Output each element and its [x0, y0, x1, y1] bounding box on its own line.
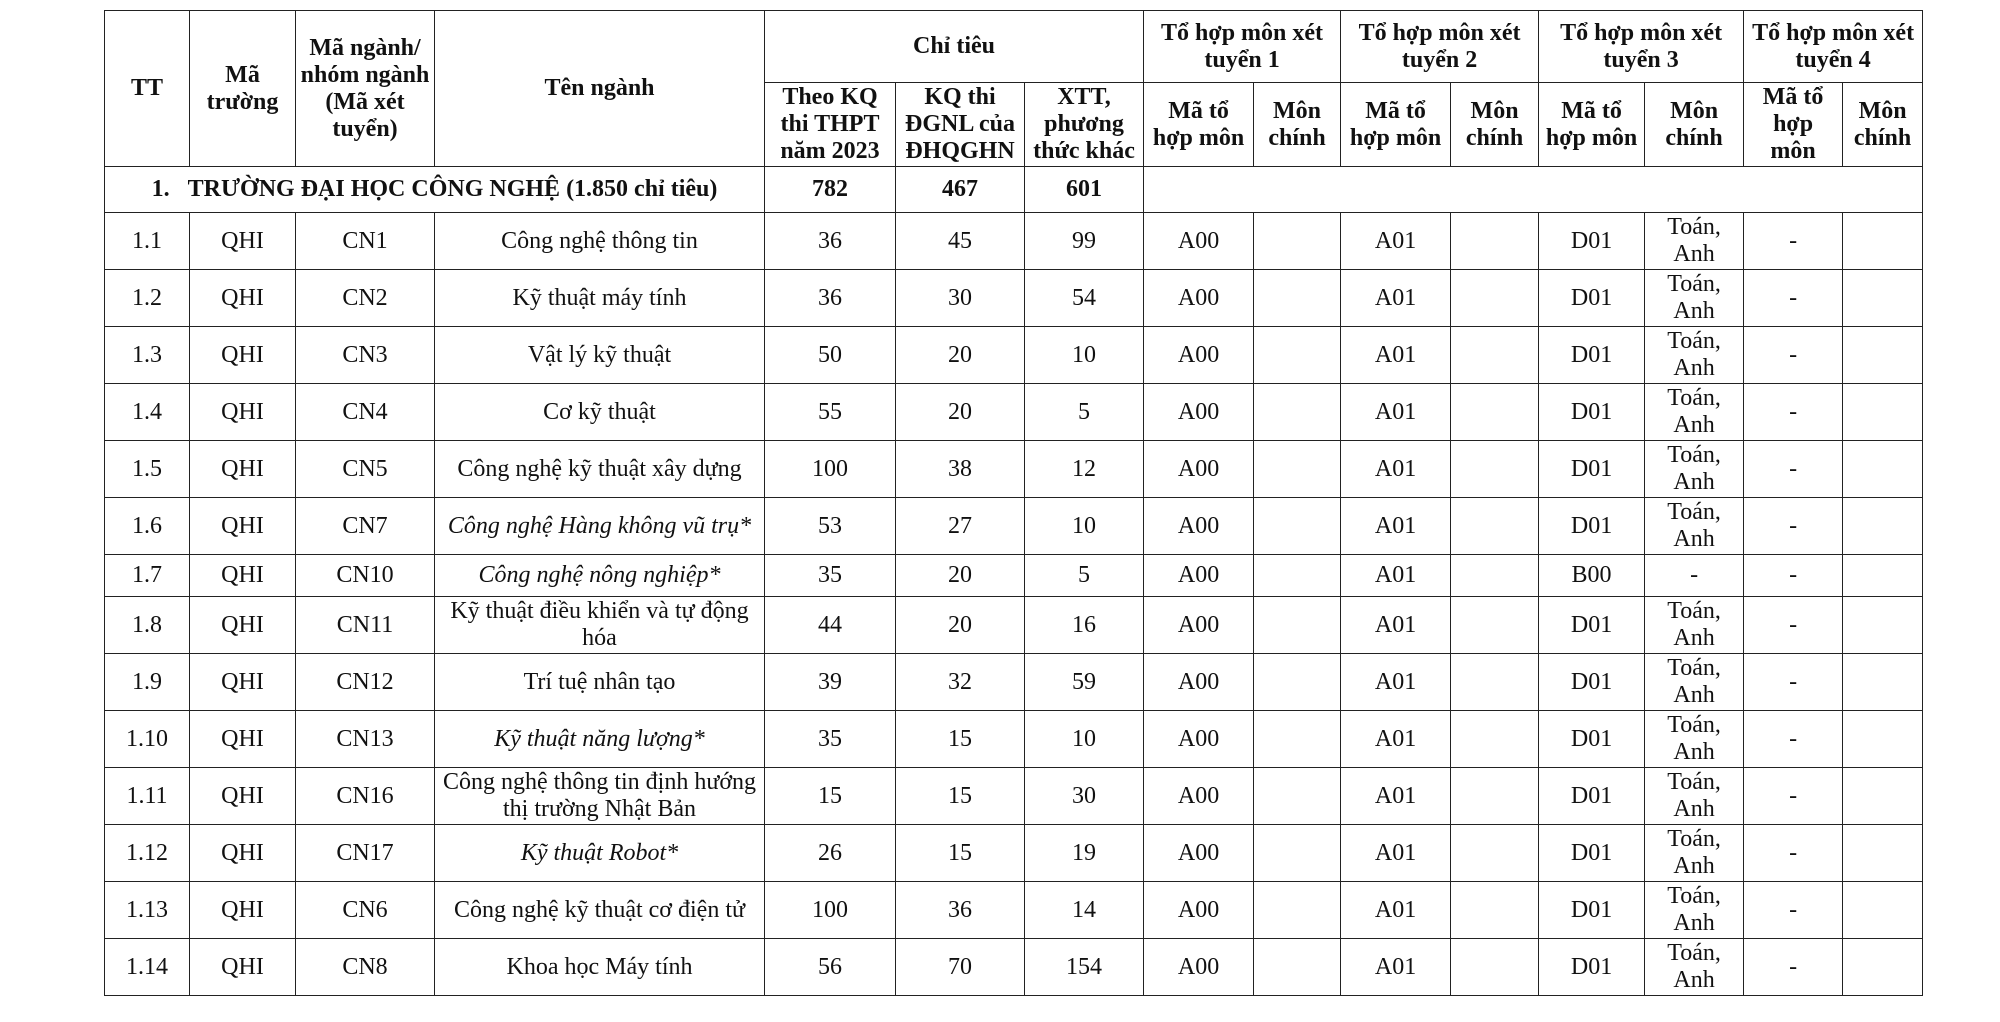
combo-4-code-cell: -: [1744, 213, 1843, 270]
combo-4-main-cell: [1843, 882, 1923, 939]
major-code-cell: CN12: [296, 654, 435, 711]
combo-3-code-cell: D01: [1539, 498, 1645, 555]
combo-4-code-cell: -: [1744, 711, 1843, 768]
combo-2-main-cell: [1451, 270, 1539, 327]
combo-4-code-cell: -: [1744, 498, 1843, 555]
tt-cell: 1.8: [105, 597, 190, 654]
combo-4-main-cell: [1843, 597, 1923, 654]
combo-2-main-cell: [1451, 327, 1539, 384]
combo-1-main-cell: [1254, 882, 1341, 939]
combo-2-code-cell: A01: [1341, 825, 1451, 882]
major-code-cell: CN5: [296, 441, 435, 498]
major-code-cell: CN10: [296, 555, 435, 597]
quota-thpt-cell: 26: [765, 825, 896, 882]
combo-2-code-cell: A01: [1341, 882, 1451, 939]
tt-cell: 1.11: [105, 768, 190, 825]
header-major-code: Mã ngành/ nhóm ngành (Mã xét tuyển): [296, 11, 435, 167]
major-name-cell: Cơ kỹ thuật: [435, 384, 765, 441]
header-school-code: Mã trường: [190, 11, 296, 167]
major-code-cell: CN1: [296, 213, 435, 270]
combo-2-code-cell: A01: [1341, 597, 1451, 654]
major-code-cell: CN2: [296, 270, 435, 327]
combo-3-main-cell: Toán, Anh: [1645, 384, 1744, 441]
header-quota-dgnl: KQ thi ĐGNL của ĐHQGHN: [896, 83, 1025, 167]
quota-thpt-cell: 36: [765, 213, 896, 270]
tt-cell: 1.1: [105, 213, 190, 270]
tt-cell: 1.12: [105, 825, 190, 882]
combo-2-code-cell: A01: [1341, 711, 1451, 768]
major-code-cell: CN7: [296, 498, 435, 555]
combo-4-main-cell: [1843, 498, 1923, 555]
tt-cell: 1.14: [105, 939, 190, 996]
combo-3-main-cell: Toán, Anh: [1645, 825, 1744, 882]
admissions-table: [104, 10, 1923, 996]
combo-2-code-cell: A01: [1341, 555, 1451, 597]
school-row-empty: [1144, 167, 1923, 213]
header-combo-3-code: Mã tổ hợp môn: [1539, 83, 1645, 167]
combo-2-main-cell: [1451, 597, 1539, 654]
quota-xtt-cell: 16: [1025, 597, 1144, 654]
combo-4-main-cell: [1843, 768, 1923, 825]
combo-4-main-cell: [1843, 441, 1923, 498]
quota-dgnl-cell: 15: [896, 825, 1025, 882]
combo-2-code-cell: A01: [1341, 213, 1451, 270]
combo-4-main-cell: [1843, 939, 1923, 996]
quota-xtt-cell: 19: [1025, 825, 1144, 882]
school-quota-dgnl: 467: [896, 167, 1025, 213]
quota-thpt-cell: 53: [765, 498, 896, 555]
quota-xtt-cell: 99: [1025, 213, 1144, 270]
school-code-cell: QHI: [190, 597, 296, 654]
quota-dgnl-cell: 45: [896, 213, 1025, 270]
table-row: [105, 939, 1923, 996]
header-quota-thpt: Theo KQ thi THPT năm 2023: [765, 83, 896, 167]
combo-3-main-cell: Toán, Anh: [1645, 768, 1744, 825]
header-quota: Chỉ tiêu: [765, 11, 1144, 83]
combo-2-main-cell: [1451, 825, 1539, 882]
combo-2-code-cell: A01: [1341, 327, 1451, 384]
school-quota-xtt: 601: [1025, 167, 1144, 213]
quota-thpt-cell: 35: [765, 555, 896, 597]
quota-xtt-cell: 154: [1025, 939, 1144, 996]
table-row: [105, 555, 1923, 597]
combo-1-code-cell: A00: [1144, 498, 1254, 555]
major-name-cell: Công nghệ nông nghiệp*: [435, 555, 765, 597]
table-row: [105, 327, 1923, 384]
school-code-cell: QHI: [190, 654, 296, 711]
combo-3-code-cell: D01: [1539, 768, 1645, 825]
header-combo-1-code: Mã tổ hợp môn: [1144, 83, 1254, 167]
combo-3-code-cell: D01: [1539, 384, 1645, 441]
header-combo-3: Tổ hợp môn xét tuyển 3: [1539, 11, 1744, 83]
header-combo-1-main: Môn chính: [1254, 83, 1341, 167]
combo-4-code-cell: -: [1744, 597, 1843, 654]
combo-1-main-cell: [1254, 597, 1341, 654]
combo-4-main-cell: [1843, 825, 1923, 882]
combo-3-main-cell: Toán, Anh: [1645, 441, 1744, 498]
combo-4-main-cell: [1843, 555, 1923, 597]
quota-thpt-cell: 100: [765, 882, 896, 939]
combo-4-code-cell: -: [1744, 384, 1843, 441]
major-code-cell: CN16: [296, 768, 435, 825]
combo-2-code-cell: A01: [1341, 939, 1451, 996]
quota-xtt-cell: 10: [1025, 327, 1144, 384]
combo-1-code-cell: A00: [1144, 882, 1254, 939]
table-body: [105, 167, 1923, 996]
tt-cell: 1.7: [105, 555, 190, 597]
combo-1-main-cell: [1254, 270, 1341, 327]
combo-1-code-cell: A00: [1144, 270, 1254, 327]
quota-xtt-cell: 54: [1025, 270, 1144, 327]
quota-dgnl-cell: 20: [896, 555, 1025, 597]
combo-2-main-cell: [1451, 654, 1539, 711]
quota-xtt-cell: 5: [1025, 555, 1144, 597]
header-combo-3-main: Môn chính: [1645, 83, 1744, 167]
table-row: [105, 270, 1923, 327]
combo-1-code-cell: A00: [1144, 327, 1254, 384]
table-row: [105, 654, 1923, 711]
combo-4-code-cell: -: [1744, 882, 1843, 939]
combo-3-main-cell: Toán, Anh: [1645, 270, 1744, 327]
combo-2-main-cell: [1451, 939, 1539, 996]
table-row: [105, 711, 1923, 768]
combo-4-main-cell: [1843, 270, 1923, 327]
quota-dgnl-cell: 27: [896, 498, 1025, 555]
school-title-cell: [105, 167, 765, 213]
combo-1-main-cell: [1254, 213, 1341, 270]
combo-2-main-cell: [1451, 882, 1539, 939]
major-code-cell: CN6: [296, 882, 435, 939]
combo-3-main-cell: Toán, Anh: [1645, 597, 1744, 654]
combo-3-main-cell: Toán, Anh: [1645, 498, 1744, 555]
major-name-cell: Kỹ thuật năng lượng*: [435, 711, 765, 768]
table-row: [105, 384, 1923, 441]
header-combo-2-main: Môn chính: [1451, 83, 1539, 167]
combo-1-code-cell: A00: [1144, 768, 1254, 825]
combo-2-code-cell: A01: [1341, 384, 1451, 441]
combo-4-code-cell: -: [1744, 270, 1843, 327]
tt-cell: 1.9: [105, 654, 190, 711]
tt-cell: 1.10: [105, 711, 190, 768]
combo-2-code-cell: A01: [1341, 270, 1451, 327]
combo-2-code-cell: A01: [1341, 498, 1451, 555]
school-title: TRƯỜNG ĐẠI HỌC CÔNG NGHỆ (1.850 chỉ tiêu): [187, 176, 718, 202]
combo-3-main-cell: Toán, Anh: [1645, 654, 1744, 711]
tt-cell: 1.3: [105, 327, 190, 384]
major-name-cell: Trí tuệ nhân tạo: [435, 654, 765, 711]
combo-4-main-cell: [1843, 711, 1923, 768]
combo-1-code-cell: A00: [1144, 939, 1254, 996]
combo-1-main-cell: [1254, 327, 1341, 384]
combo-3-main-cell: -: [1645, 555, 1744, 597]
combo-4-code-cell: -: [1744, 327, 1843, 384]
combo-3-code-cell: D01: [1539, 597, 1645, 654]
quota-xtt-cell: 14: [1025, 882, 1144, 939]
quota-thpt-cell: 36: [765, 270, 896, 327]
quota-thpt-cell: 50: [765, 327, 896, 384]
school-code-cell: QHI: [190, 213, 296, 270]
combo-2-main-cell: [1451, 768, 1539, 825]
combo-3-main-cell: Toán, Anh: [1645, 882, 1744, 939]
quota-dgnl-cell: 20: [896, 597, 1025, 654]
major-name-cell: Công nghệ kỹ thuật cơ điện tử: [435, 882, 765, 939]
major-name-cell: Kỹ thuật điều khiển và tự động hóa: [435, 597, 765, 654]
school-code-cell: QHI: [190, 327, 296, 384]
combo-2-code-cell: A01: [1341, 768, 1451, 825]
quota-xtt-cell: 30: [1025, 768, 1144, 825]
combo-4-code-cell: -: [1744, 654, 1843, 711]
table-row: [105, 213, 1923, 270]
table-row: [105, 825, 1923, 882]
quota-xtt-cell: 10: [1025, 711, 1144, 768]
header-combo-4: Tổ hợp môn xét tuyển 4: [1744, 11, 1923, 83]
major-name-cell: Công nghệ thông tin định hướng thị trường Nhật Bản: [435, 768, 765, 825]
combo-1-code-cell: A00: [1144, 825, 1254, 882]
combo-1-main-cell: [1254, 711, 1341, 768]
combo-1-code-cell: A00: [1144, 213, 1254, 270]
quota-thpt-cell: 35: [765, 711, 896, 768]
school-number: 1.: [151, 176, 170, 202]
combo-3-code-cell: D01: [1539, 939, 1645, 996]
tt-cell: 1.4: [105, 384, 190, 441]
combo-3-code-cell: B00: [1539, 555, 1645, 597]
table-row: [105, 768, 1923, 825]
header-combo-4-code: Mã tổ hợp môn: [1744, 83, 1843, 167]
major-name-cell: Khoa học Máy tính: [435, 939, 765, 996]
school-code-cell: QHI: [190, 768, 296, 825]
tt-cell: 1.6: [105, 498, 190, 555]
school-quota-thpt: 782: [765, 167, 896, 213]
quota-dgnl-cell: 15: [896, 768, 1025, 825]
quota-xtt-cell: 10: [1025, 498, 1144, 555]
combo-4-code-cell: -: [1744, 939, 1843, 996]
combo-3-main-cell: Toán, Anh: [1645, 711, 1744, 768]
tt-cell: 1.13: [105, 882, 190, 939]
combo-1-code-cell: A00: [1144, 711, 1254, 768]
header-combo-2: Tổ hợp môn xét tuyển 2: [1341, 11, 1539, 83]
combo-3-code-cell: D01: [1539, 270, 1645, 327]
school-code-cell: QHI: [190, 882, 296, 939]
combo-2-main-cell: [1451, 384, 1539, 441]
combo-1-code-cell: A00: [1144, 597, 1254, 654]
table-header: [105, 11, 1923, 167]
combo-4-code-cell: -: [1744, 768, 1843, 825]
quota-xtt-cell: 12: [1025, 441, 1144, 498]
quota-dgnl-cell: 32: [896, 654, 1025, 711]
school-code-cell: QHI: [190, 825, 296, 882]
combo-1-main-cell: [1254, 384, 1341, 441]
major-name-cell: Kỹ thuật Robot*: [435, 825, 765, 882]
combo-2-code-cell: A01: [1341, 654, 1451, 711]
school-code-cell: QHI: [190, 939, 296, 996]
combo-1-code-cell: A00: [1144, 441, 1254, 498]
major-code-cell: CN4: [296, 384, 435, 441]
combo-4-main-cell: [1843, 327, 1923, 384]
combo-4-main-cell: [1843, 654, 1923, 711]
school-code-cell: QHI: [190, 441, 296, 498]
table-row: [105, 597, 1923, 654]
major-code-cell: CN13: [296, 711, 435, 768]
table-row: [105, 882, 1923, 939]
combo-3-code-cell: D01: [1539, 327, 1645, 384]
combo-1-main-cell: [1254, 825, 1341, 882]
combo-3-code-cell: D01: [1539, 441, 1645, 498]
quota-thpt-cell: 56: [765, 939, 896, 996]
combo-4-code-cell: -: [1744, 825, 1843, 882]
combo-4-main-cell: [1843, 384, 1923, 441]
combo-3-code-cell: D01: [1539, 213, 1645, 270]
school-code-cell: QHI: [190, 555, 296, 597]
school-code-cell: QHI: [190, 498, 296, 555]
major-name-cell: Kỹ thuật máy tính: [435, 270, 765, 327]
combo-2-main-cell: [1451, 498, 1539, 555]
major-name-cell: Công nghệ thông tin: [435, 213, 765, 270]
header-combo-1: Tổ hợp môn xét tuyển 1: [1144, 11, 1341, 83]
combo-1-code-cell: A00: [1144, 654, 1254, 711]
combo-4-code-cell: -: [1744, 441, 1843, 498]
combo-1-main-cell: [1254, 939, 1341, 996]
quota-dgnl-cell: 70: [896, 939, 1025, 996]
combo-1-code-cell: A00: [1144, 555, 1254, 597]
combo-4-main-cell: [1843, 213, 1923, 270]
header-quota-xtt: XTT, phương thức khác: [1025, 83, 1144, 167]
quota-dgnl-cell: 38: [896, 441, 1025, 498]
quota-xtt-cell: 5: [1025, 384, 1144, 441]
school-code-cell: QHI: [190, 711, 296, 768]
combo-3-code-cell: D01: [1539, 654, 1645, 711]
quota-dgnl-cell: 20: [896, 327, 1025, 384]
combo-3-main-cell: Toán, Anh: [1645, 327, 1744, 384]
tt-cell: 1.2: [105, 270, 190, 327]
quota-dgnl-cell: 20: [896, 384, 1025, 441]
header-combo-2-code: Mã tổ hợp môn: [1341, 83, 1451, 167]
header-combo-4-main: Môn chính: [1843, 83, 1923, 167]
combo-3-main-cell: Toán, Anh: [1645, 213, 1744, 270]
header-tt: TT: [105, 11, 190, 167]
combo-3-main-cell: Toán, Anh: [1645, 939, 1744, 996]
school-row: [105, 167, 1923, 213]
quota-dgnl-cell: 36: [896, 882, 1025, 939]
combo-1-main-cell: [1254, 654, 1341, 711]
combo-2-main-cell: [1451, 555, 1539, 597]
combo-2-main-cell: [1451, 213, 1539, 270]
major-name-cell: Vật lý kỹ thuật: [435, 327, 765, 384]
major-code-cell: CN3: [296, 327, 435, 384]
combo-2-main-cell: [1451, 711, 1539, 768]
combo-1-code-cell: A00: [1144, 384, 1254, 441]
quota-thpt-cell: 100: [765, 441, 896, 498]
combo-2-code-cell: A01: [1341, 441, 1451, 498]
major-code-cell: CN8: [296, 939, 435, 996]
combo-3-code-cell: D01: [1539, 882, 1645, 939]
combo-1-main-cell: [1254, 768, 1341, 825]
major-code-cell: CN11: [296, 597, 435, 654]
major-name-cell: Công nghệ Hàng không vũ trụ*: [435, 498, 765, 555]
school-code-cell: QHI: [190, 384, 296, 441]
major-code-cell: CN17: [296, 825, 435, 882]
table-row: [105, 498, 1923, 555]
combo-1-main-cell: [1254, 441, 1341, 498]
quota-xtt-cell: 59: [1025, 654, 1144, 711]
combo-2-main-cell: [1451, 441, 1539, 498]
quota-dgnl-cell: 30: [896, 270, 1025, 327]
quota-thpt-cell: 44: [765, 597, 896, 654]
quota-dgnl-cell: 15: [896, 711, 1025, 768]
header-major-name: Tên ngành: [435, 11, 765, 167]
quota-thpt-cell: 55: [765, 384, 896, 441]
combo-4-code-cell: -: [1744, 555, 1843, 597]
quota-thpt-cell: 15: [765, 768, 896, 825]
combo-1-main-cell: [1254, 555, 1341, 597]
quota-thpt-cell: 39: [765, 654, 896, 711]
tt-cell: 1.5: [105, 441, 190, 498]
major-name-cell: Công nghệ kỹ thuật xây dựng: [435, 441, 765, 498]
table-row: [105, 441, 1923, 498]
combo-1-main-cell: [1254, 498, 1341, 555]
school-code-cell: QHI: [190, 270, 296, 327]
combo-3-code-cell: D01: [1539, 711, 1645, 768]
combo-3-code-cell: D01: [1539, 825, 1645, 882]
